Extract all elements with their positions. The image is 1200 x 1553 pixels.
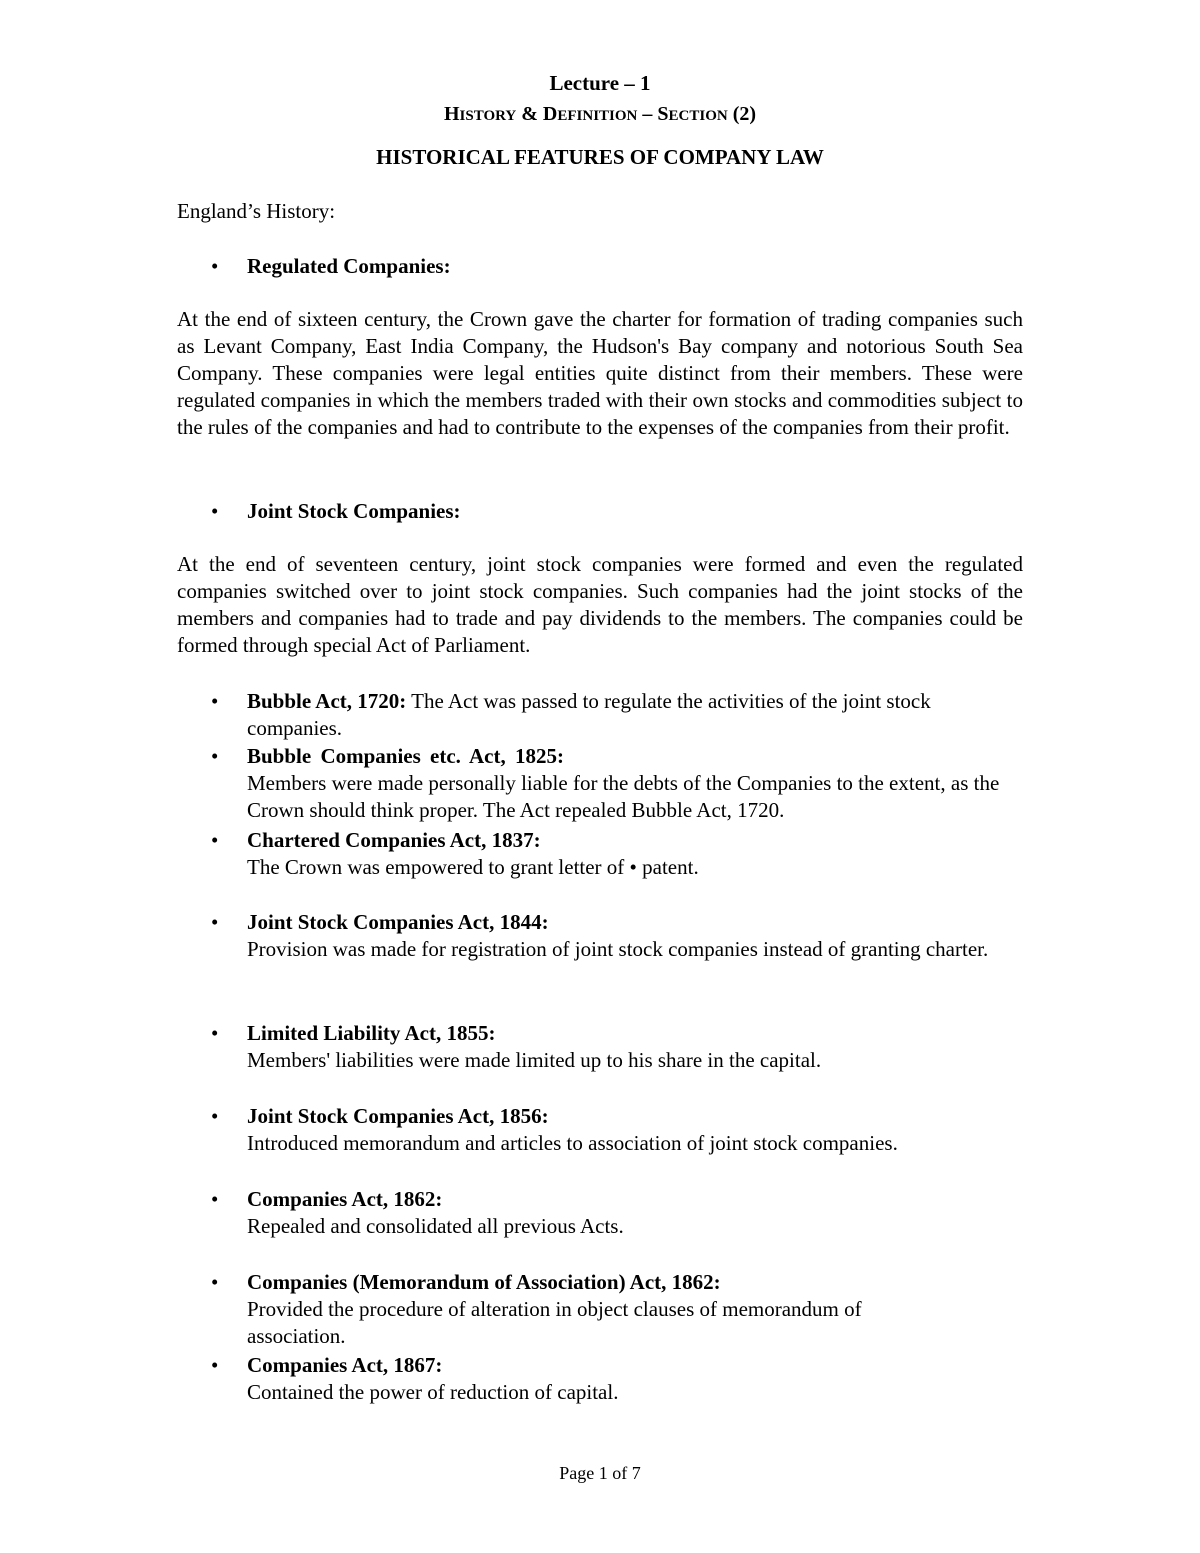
bullet-icon: • (211, 744, 219, 768)
bullet-icon: • (211, 1104, 219, 1128)
act-description: The Crown was empowered to grant letter of • patent. (247, 855, 699, 879)
act-item-chartered-1837 (211, 827, 1011, 881)
lecture-title: Lecture – 1 (549, 71, 651, 95)
england-history-label: England’s History: (177, 199, 336, 223)
act-item-companies-1862 (211, 1186, 1011, 1240)
joint-stock-companies-paragraph: At the end of seventeen century, joint stock companies were formed and even the regulated companies switched over to joint stock companies. Such companies had the joint stocks of the members and companies had to trade and pay dividends to the members. The companies could be formed through special Act of Parliament. (177, 552, 1023, 657)
act-item-bubble-1825 (211, 743, 1011, 824)
act-description: Repealed and consolidated all previous Acts. (247, 1214, 624, 1238)
bullet-icon: • (211, 1353, 219, 1377)
act-item-bubble-1720 (211, 688, 1011, 742)
bullet-icon: • (211, 689, 219, 713)
act-title: Companies Act, 1867: (247, 1353, 443, 1377)
document-page: Lecture – 1 HISTORY & DEFINITION – SECTION (2) HISTORICAL FEATURES OF COMPANY LAW England’s History: • Regulated Companies: At the end of sixteen century, the Crown gave the charter for formation of trading companies such as Levant Company, East India Company, the Hudson's Bay company and notorious South Sea Company. These companies were legal entities quite distinct from their members. These were regulated companies in which the members traded with their own stocks and commodities subject to the rules of the companies and had to contribute to the expenses of the companies from their profit. • Joint Stock Companies: At the end of seventeen century, joint stock companies were formed and even the regulated companies switched over to joint stock companies. Such companies had the joint stocks of the members and companies had to trade and pay dividends to the members. The companies could be formed through special Act of Parliament. • Bubble Act, 1720: The Act was passed to regulate the activities of the joint stock companies. • Bubble Companies etc. Act, 1825: Members were made personally liable for the debts of the Companies to the extent, as the Crown should think proper. The Act repealed Bubble Act, 1720. • Chartered Companies Act, 1837: The Crown was empowered to grant letter of • patent. • Joint Stock Companies Act, 1844: Provision was made for registration of joint stock companies instead of granting charter. • Limited Liability Act, 1855: Members' liabilities were made limited up to his share in the capital. • Joint Stock Companies Act, 1856: Introduced memorandum and articles to association of joint stock companies. • Companies Act, 1862: Repealed and consolidated all previous Acts. • Companies (Memorandum of Association) Act, 1862: Provided the procedure of alteration in object clauses of memorandum of association. • Companies Act, 1867: Contained the power of reduction of capital. Page 1 of 7 (0, 0, 1200, 1553)
act-title: Bubble Act, 1720: (247, 689, 407, 713)
bullet-icon: • (211, 828, 219, 852)
act-item-joint-stock-1844 (211, 909, 1011, 963)
act-description: Provided the procedure of alteration in object clauses of memorandum of association. (247, 1297, 862, 1348)
bullet-icon: • (211, 1187, 219, 1211)
act-title: Bubble Companies etc. Act, 1825: (247, 744, 564, 768)
page-number-footer: Page 1 of 7 (559, 1463, 641, 1483)
main-heading: HISTORICAL FEATURES OF COMPANY LAW (376, 145, 824, 169)
act-description: The Act was passed to regulate the activities of the joint stock companies. (247, 689, 931, 740)
bullet-icon: • (211, 1270, 219, 1294)
section-title: HISTORY & DEFINITION – SECTION (2) (443, 103, 757, 125)
bullet-icon: • (211, 1021, 219, 1045)
act-description: Members were made personally liable for the debts of the Companies to the extent, as the Crown should think proper. The Act repealed Bubble Act, 1720. (247, 771, 1000, 822)
bullet-icon: • (211, 254, 219, 278)
bullet-icon: • (211, 499, 219, 523)
act-description: Contained the power of reduction of capital. (247, 1380, 619, 1404)
act-item-limited-liability-1855 (211, 1020, 1011, 1074)
act-title: Companies (Memorandum of Association) Act, 1862: (247, 1270, 721, 1294)
act-title: Joint Stock Companies Act, 1844: (247, 910, 549, 934)
act-title: Companies Act, 1862: (247, 1187, 443, 1211)
act-description: Provision was made for registration of joint stock companies instead of granting charter. (247, 937, 989, 961)
act-description: Members' liabilities were made limited up to his share in the capital. (247, 1048, 822, 1072)
act-item-joint-stock-1856 (211, 1103, 1011, 1157)
act-description: Introduced memorandum and articles to association of joint stock companies. (247, 1131, 898, 1155)
bullet-icon: • (211, 910, 219, 934)
act-title: Chartered Companies Act, 1837: (247, 828, 541, 852)
regulated-companies-paragraph: At the end of sixteen century, the Crown gave the charter for formation of trading companies such as Levant Company, East India Company, the Hudson's Bay company and notorious South Sea Company. These companies were legal entities quite distinct from their members. These were regulated companies in which the members traded with their own stocks and commodities subject to the rules of the companies and had to contribute to the expenses of the companies from their profit. (177, 307, 1023, 439)
act-item-memorandum-1862 (211, 1269, 1011, 1350)
act-title: Limited Liability Act, 1855: (247, 1021, 496, 1045)
act-item-companies-1867 (211, 1352, 1011, 1406)
act-title: Joint Stock Companies Act, 1856: (247, 1104, 549, 1128)
